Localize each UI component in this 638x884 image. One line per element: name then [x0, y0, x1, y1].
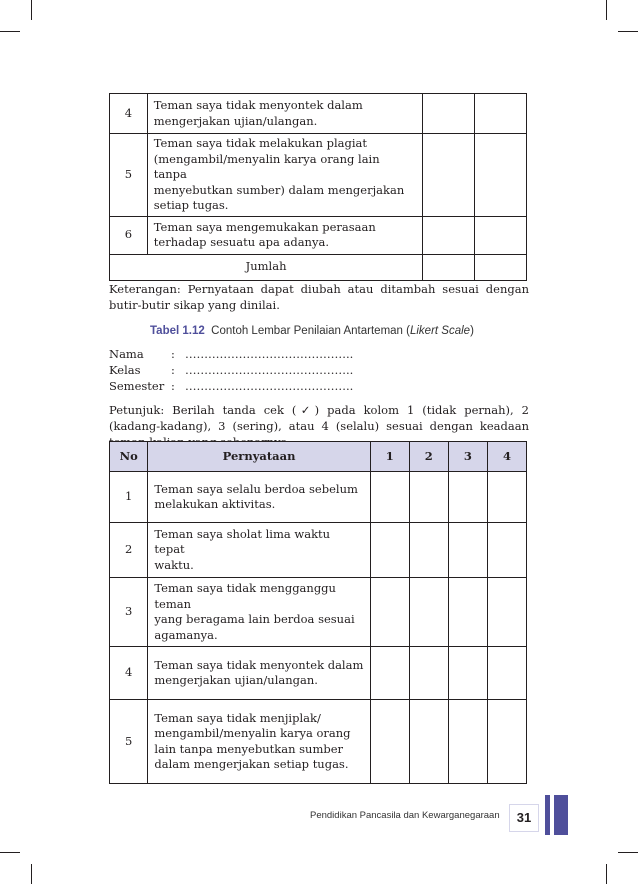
crop-mark [618, 31, 638, 32]
header-score-3: 3 [448, 442, 487, 472]
score-cell[interactable] [448, 700, 487, 784]
score-cell[interactable] [448, 647, 487, 700]
row-number: 6 [110, 216, 148, 254]
crop-mark [606, 0, 607, 20]
table-row [110, 523, 527, 578]
crop-mark [618, 852, 638, 853]
name-field[interactable]: …………………………………….. [185, 347, 354, 361]
caption-title: Contoh Lembar Penilaian Antarteman (Likert Scale) [211, 325, 474, 337]
statement-cell: Teman saya tidak melakukan plagiat (mengambil/menyalin karya orang lain tanpa menyebutkan sumber) dalam mengerjakan setiap tugas. [147, 134, 422, 217]
identity-name: Nama : …………………………………….. [109, 347, 354, 361]
note-text: Keterangan: Pernyataan dapat diubah atau ditambah sesuai dengan butir-butir sikap yang dinilai. [109, 282, 529, 312]
class-field[interactable]: …………………………………….. [185, 363, 354, 377]
table-row [110, 472, 527, 523]
crop-mark [31, 864, 32, 884]
score-cell[interactable] [487, 700, 526, 784]
row-number: 5 [110, 134, 148, 217]
statement-cell: Teman saya tidak menyontek dalam mengerjakan ujian/ulangan. [147, 94, 422, 134]
statement-cell: Teman saya tidak mengganggu teman yang beragama lain berdoa sesuai agamanya. [148, 578, 370, 647]
score-cell[interactable] [370, 700, 409, 784]
row-number: 1 [110, 472, 148, 523]
check-cell[interactable] [423, 134, 475, 217]
row-number: 5 [110, 700, 148, 784]
score-cell[interactable] [409, 578, 448, 647]
statement-cell: Teman saya sholat lima waktu tepat waktu. [148, 523, 370, 578]
score-cell[interactable] [448, 523, 487, 578]
crop-mark [31, 0, 32, 20]
score-cell[interactable] [487, 578, 526, 647]
score-cell[interactable] [409, 647, 448, 700]
score-cell[interactable] [487, 647, 526, 700]
score-cell[interactable] [448, 578, 487, 647]
table-row [110, 216, 527, 254]
identity-semester: Semester : …………………………………….. [109, 379, 354, 393]
page-number: 31 [509, 804, 539, 832]
check-cell[interactable] [475, 216, 527, 254]
score-cell[interactable] [487, 472, 526, 523]
table-row [110, 647, 527, 700]
score-cell[interactable] [409, 472, 448, 523]
header-score-2: 2 [409, 442, 448, 472]
crop-mark [0, 31, 20, 32]
statement-cell: Teman saya mengemukakan perasaan terhadap sesuatu apa adanya. [147, 216, 422, 254]
total-cell[interactable] [423, 254, 475, 280]
semester-field[interactable]: …………………………………….. [185, 379, 354, 393]
score-cell[interactable] [409, 700, 448, 784]
row-number: 4 [110, 94, 148, 134]
footer-accent-bar [545, 795, 550, 835]
score-cell[interactable] [409, 523, 448, 578]
statement-cell: Teman saya tidak menyontek dalam mengerjakan ujian/ulangan. [148, 647, 370, 700]
row-number: 3 [110, 578, 148, 647]
instruction-text: Petunjuk: Berilah tanda cek (✓) pada kolom 1 (tidak pernah), 2 (kadang-kadang), 3 (sering), atau 4 (selalu) sesuai dengan keadaan [109, 403, 529, 433]
header-score-1: 1 [370, 442, 409, 472]
crop-mark [0, 852, 20, 853]
row-number: 4 [110, 647, 148, 700]
score-cell[interactable] [448, 472, 487, 523]
header-score-4: 4 [487, 442, 526, 472]
total-row [110, 254, 527, 280]
header-no: No [110, 442, 148, 472]
check-cell[interactable] [423, 216, 475, 254]
total-label: Jumlah [110, 254, 423, 280]
footer-accent-bar [554, 795, 568, 835]
score-cell[interactable] [370, 472, 409, 523]
crop-mark [606, 864, 607, 884]
statement-cell: Teman saya tidak menjiplak/ mengambil/menyalin karya orang lain tanpa menyebutkan sumber dalam mengerjakan setiap tugas. [148, 700, 370, 784]
assessment-table-continued [109, 93, 527, 281]
likert-scale-table [109, 441, 527, 784]
identity-class: Kelas : …………………………………….. [109, 363, 354, 377]
table-row [110, 94, 527, 134]
table-row [110, 578, 527, 647]
check-cell[interactable] [475, 134, 527, 217]
score-cell[interactable] [370, 647, 409, 700]
header-statement: Pernyataan [148, 442, 370, 472]
caption-label: Tabel 1.12 [150, 325, 205, 337]
total-cell[interactable] [475, 254, 527, 280]
check-cell[interactable] [475, 94, 527, 134]
table-row [110, 134, 527, 217]
check-cell[interactable] [423, 94, 475, 134]
score-cell[interactable] [370, 578, 409, 647]
statement-cell: Teman saya selalu berdoa sebelum melakukan aktivitas. [148, 472, 370, 523]
table-caption [150, 325, 474, 337]
book-title: Pendidikan Pancasila dan Kewarganegaraan [310, 810, 500, 821]
table-row [110, 700, 527, 784]
row-number: 2 [110, 523, 148, 578]
score-cell[interactable] [487, 523, 526, 578]
score-cell[interactable] [370, 523, 409, 578]
table-header-row [110, 442, 527, 472]
